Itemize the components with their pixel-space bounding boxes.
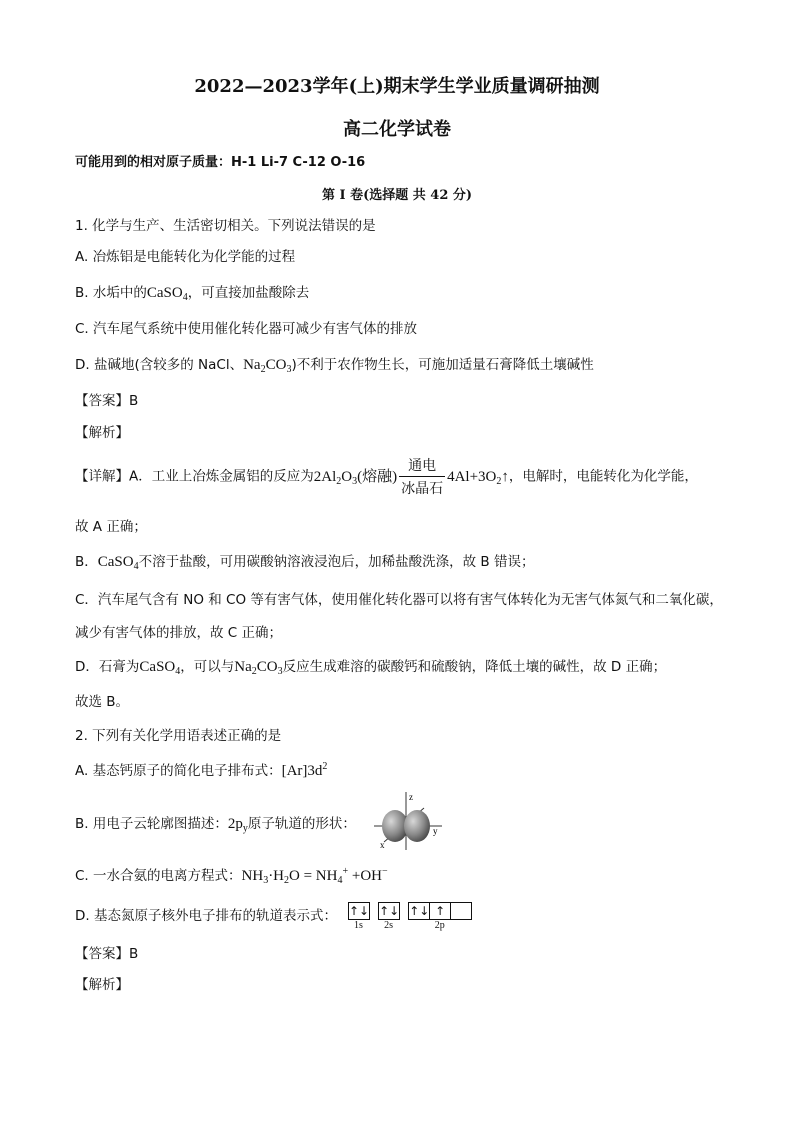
q1-option-c: C. 汽车尾气系统中使用催化转化器可减少有害气体的排放: [75, 321, 418, 337]
orbital-label: 2s: [384, 920, 394, 931]
orbital-box: ↑↓: [409, 903, 430, 918]
q1-analysis-label: 【解析】: [75, 425, 129, 441]
q1-stem: 1. 化学与生产、生活密切相关。下列说法错误的是: [75, 218, 376, 234]
orbital-box: ↑: [429, 902, 451, 920]
atomic-mass-note: 可能用到的相对原子质量：H-1 Li-7 C-12 O-16: [75, 155, 366, 170]
section-title: 第 I 卷(选择题 共 42 分): [321, 188, 473, 203]
orbital-label: 1s: [354, 920, 363, 931]
q1-detail-b: B．CaSO$_4$不溶于盐酸，可用碳酸钠溶液浸泡后，加稀盐酸洗涤，故 B 错误；: [75, 554, 535, 572]
q1-option-b: B. 水垢中的CaSO$_4$，可直接加盐酸除去: [75, 285, 310, 303]
y-axis-label: y: [433, 826, 438, 836]
q2-option-c: C. 一水合氨的电离方程式：$NH_3\cdot H_2O = NH_4^+ +OH^-$: [75, 866, 388, 886]
q1-detail-a: 【详解】A．工业上冶炼金属铝的反应为$2Al_2O_3$(熔融) $\frac{\text{通电}}{\text{冰晶石}}$ $4Al+3O_2↑$，电解时，电能转化为化学能，: [75, 455, 698, 498]
exam-subtitle: 高二化学试卷: [343, 119, 451, 140]
q1-conclusion: 故选 B。: [75, 694, 130, 710]
reaction-condition: $\frac{\text{通电}}{\text{冰晶石}}$: [401, 458, 444, 497]
orbital-2p: [408, 900, 471, 931]
q1-option-d: D. 盐碱地(含较多的 NaCl、$Na_2CO_3$)不利于农作物生长，可施加适量石膏降低土壤碱性: [75, 357, 594, 375]
p-orbital-figure: [366, 790, 446, 852]
orbital-box: [450, 902, 472, 920]
orbital-diagram: [348, 900, 475, 931]
q1-option-a: A. 冶炼铝是电能转化为化学能的过程: [75, 249, 296, 265]
q2-answer: 【答案】B: [75, 946, 139, 962]
q1-detail-d: D．石膏为CaSO$_4$，可以与$Na_2CO_3$反应生成难溶的碳酸钙和硫酸钠，降低土壤的碱性，故 D 正确；: [75, 659, 667, 677]
orbital-lobe-right: [404, 810, 430, 842]
orbital-2s: [378, 900, 400, 931]
q2-option-b: B. 用电子云轮廓图描述：$2p_y$原子轨道的形状：: [75, 816, 356, 834]
orbital-label: 2p: [434, 920, 445, 931]
q1-detail-a-line2: 故 A 正确；: [75, 519, 147, 535]
q1-answer: 【答案】B: [75, 393, 139, 409]
orbital-box: ↑↓: [379, 903, 400, 918]
x-axis-label: x: [380, 840, 385, 850]
z-axis-label: z: [409, 792, 413, 802]
q2-option-d: D. 基态氮原子核外电子排布的轨道表示式：: [75, 908, 337, 924]
q2-option-a: A. 基态钙原子的简化电子排布式：$[Ar]3d^2$: [75, 761, 328, 779]
orbital-box: ↑↓: [349, 903, 370, 918]
q2-stem: 2. 下列有关化学用语表述正确的是: [75, 728, 282, 744]
q2-analysis-label: 【解析】: [75, 977, 129, 993]
q1-detail-c-line2: 减少有害气体的排放，故 C 正确；: [75, 625, 283, 641]
q1-detail-c-line1: C．汽车尾气含有 NO 和 CO 等有害气体，使用催化转化器可以将有害气体转化为无害气体氮气和二氧化碳，: [75, 592, 723, 608]
orbital-1s: [348, 900, 370, 931]
exam-title: 2022—2023学年(上)期末学生学业质量调研抽测: [194, 76, 600, 97]
